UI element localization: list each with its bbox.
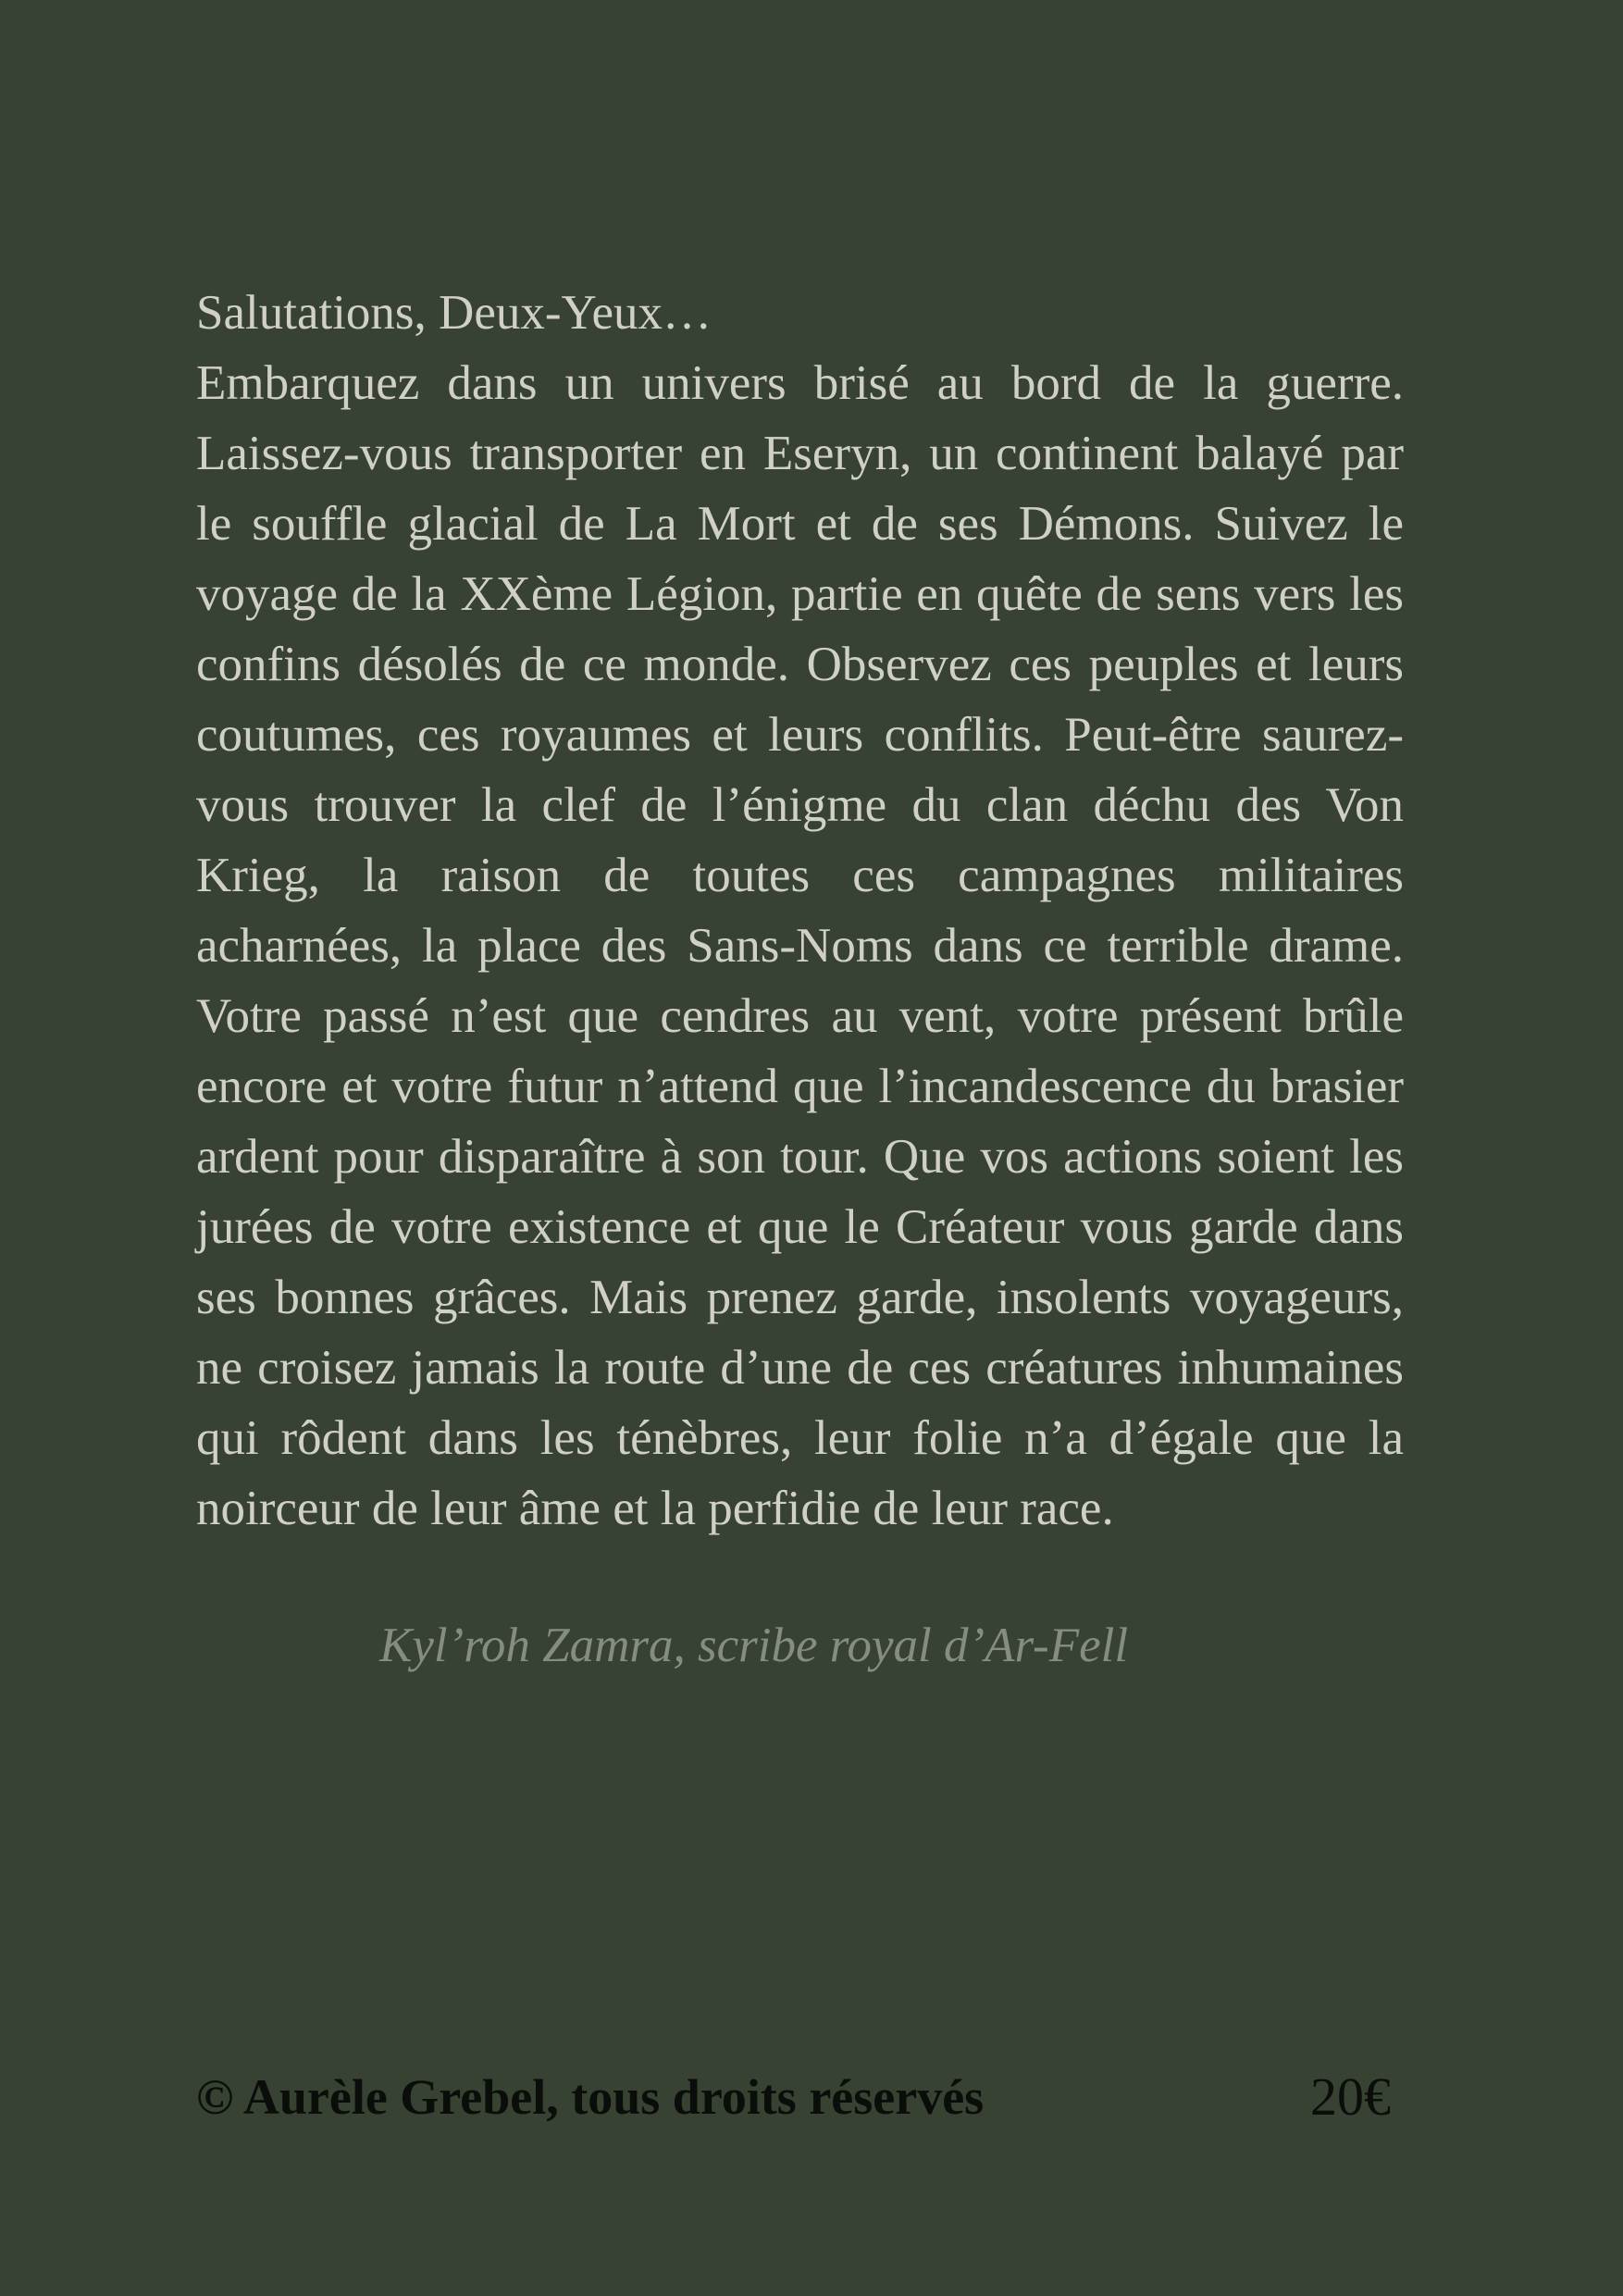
greeting: Salutations, Deux-Yeux… bbox=[196, 286, 712, 340]
signature: Kyl’roh Zamra, scribe royal d’Ar-Fell bbox=[379, 1619, 1129, 1672]
price-label: 20€ bbox=[1310, 2066, 1391, 2127]
footer bbox=[196, 2060, 1404, 2134]
copyright-notice: © Aurèle Grebel, tous droits réservés bbox=[196, 2069, 985, 2125]
blurb bbox=[196, 278, 1404, 1544]
blurb-text: Embarquez dans un univers brisé au bord de la guerre. Laissez-vous transporter en Eseryn, un continent balayé par le souffle glacial de La Mort et de ses Démons. Suivez le voyage de la XXème Légion, partie en quête de sens vers les confins désolés de ce monde. Observez ces peuples et leurs coutumes, ces royaumes et leurs conflits. Peut-être saurez-vous trouver la clef de l’énigme du clan déchu des Von Krieg, la raison de toutes ces campagnes militaires acharnées, la place des Sans-Noms dans ce terrible drame. Votre passé n’est que cendres au vent, votre présent brûle encore et votre futur n’attend que l’incandescence du brasier ardent pour disparaître à son tour. Que vos actions soient les jurées de votre existence et que le Créateur vous garde dans ses bonnes grâces. Mais prenez garde, insolents voyageurs, ne croisez jamais la route d’une de ces créatures inhumaines qui rôdent dans les ténèbres, leur folie n’a d’égale que la noirceur de leur âme et la perfidie de leur race. bbox=[196, 356, 1404, 1535]
